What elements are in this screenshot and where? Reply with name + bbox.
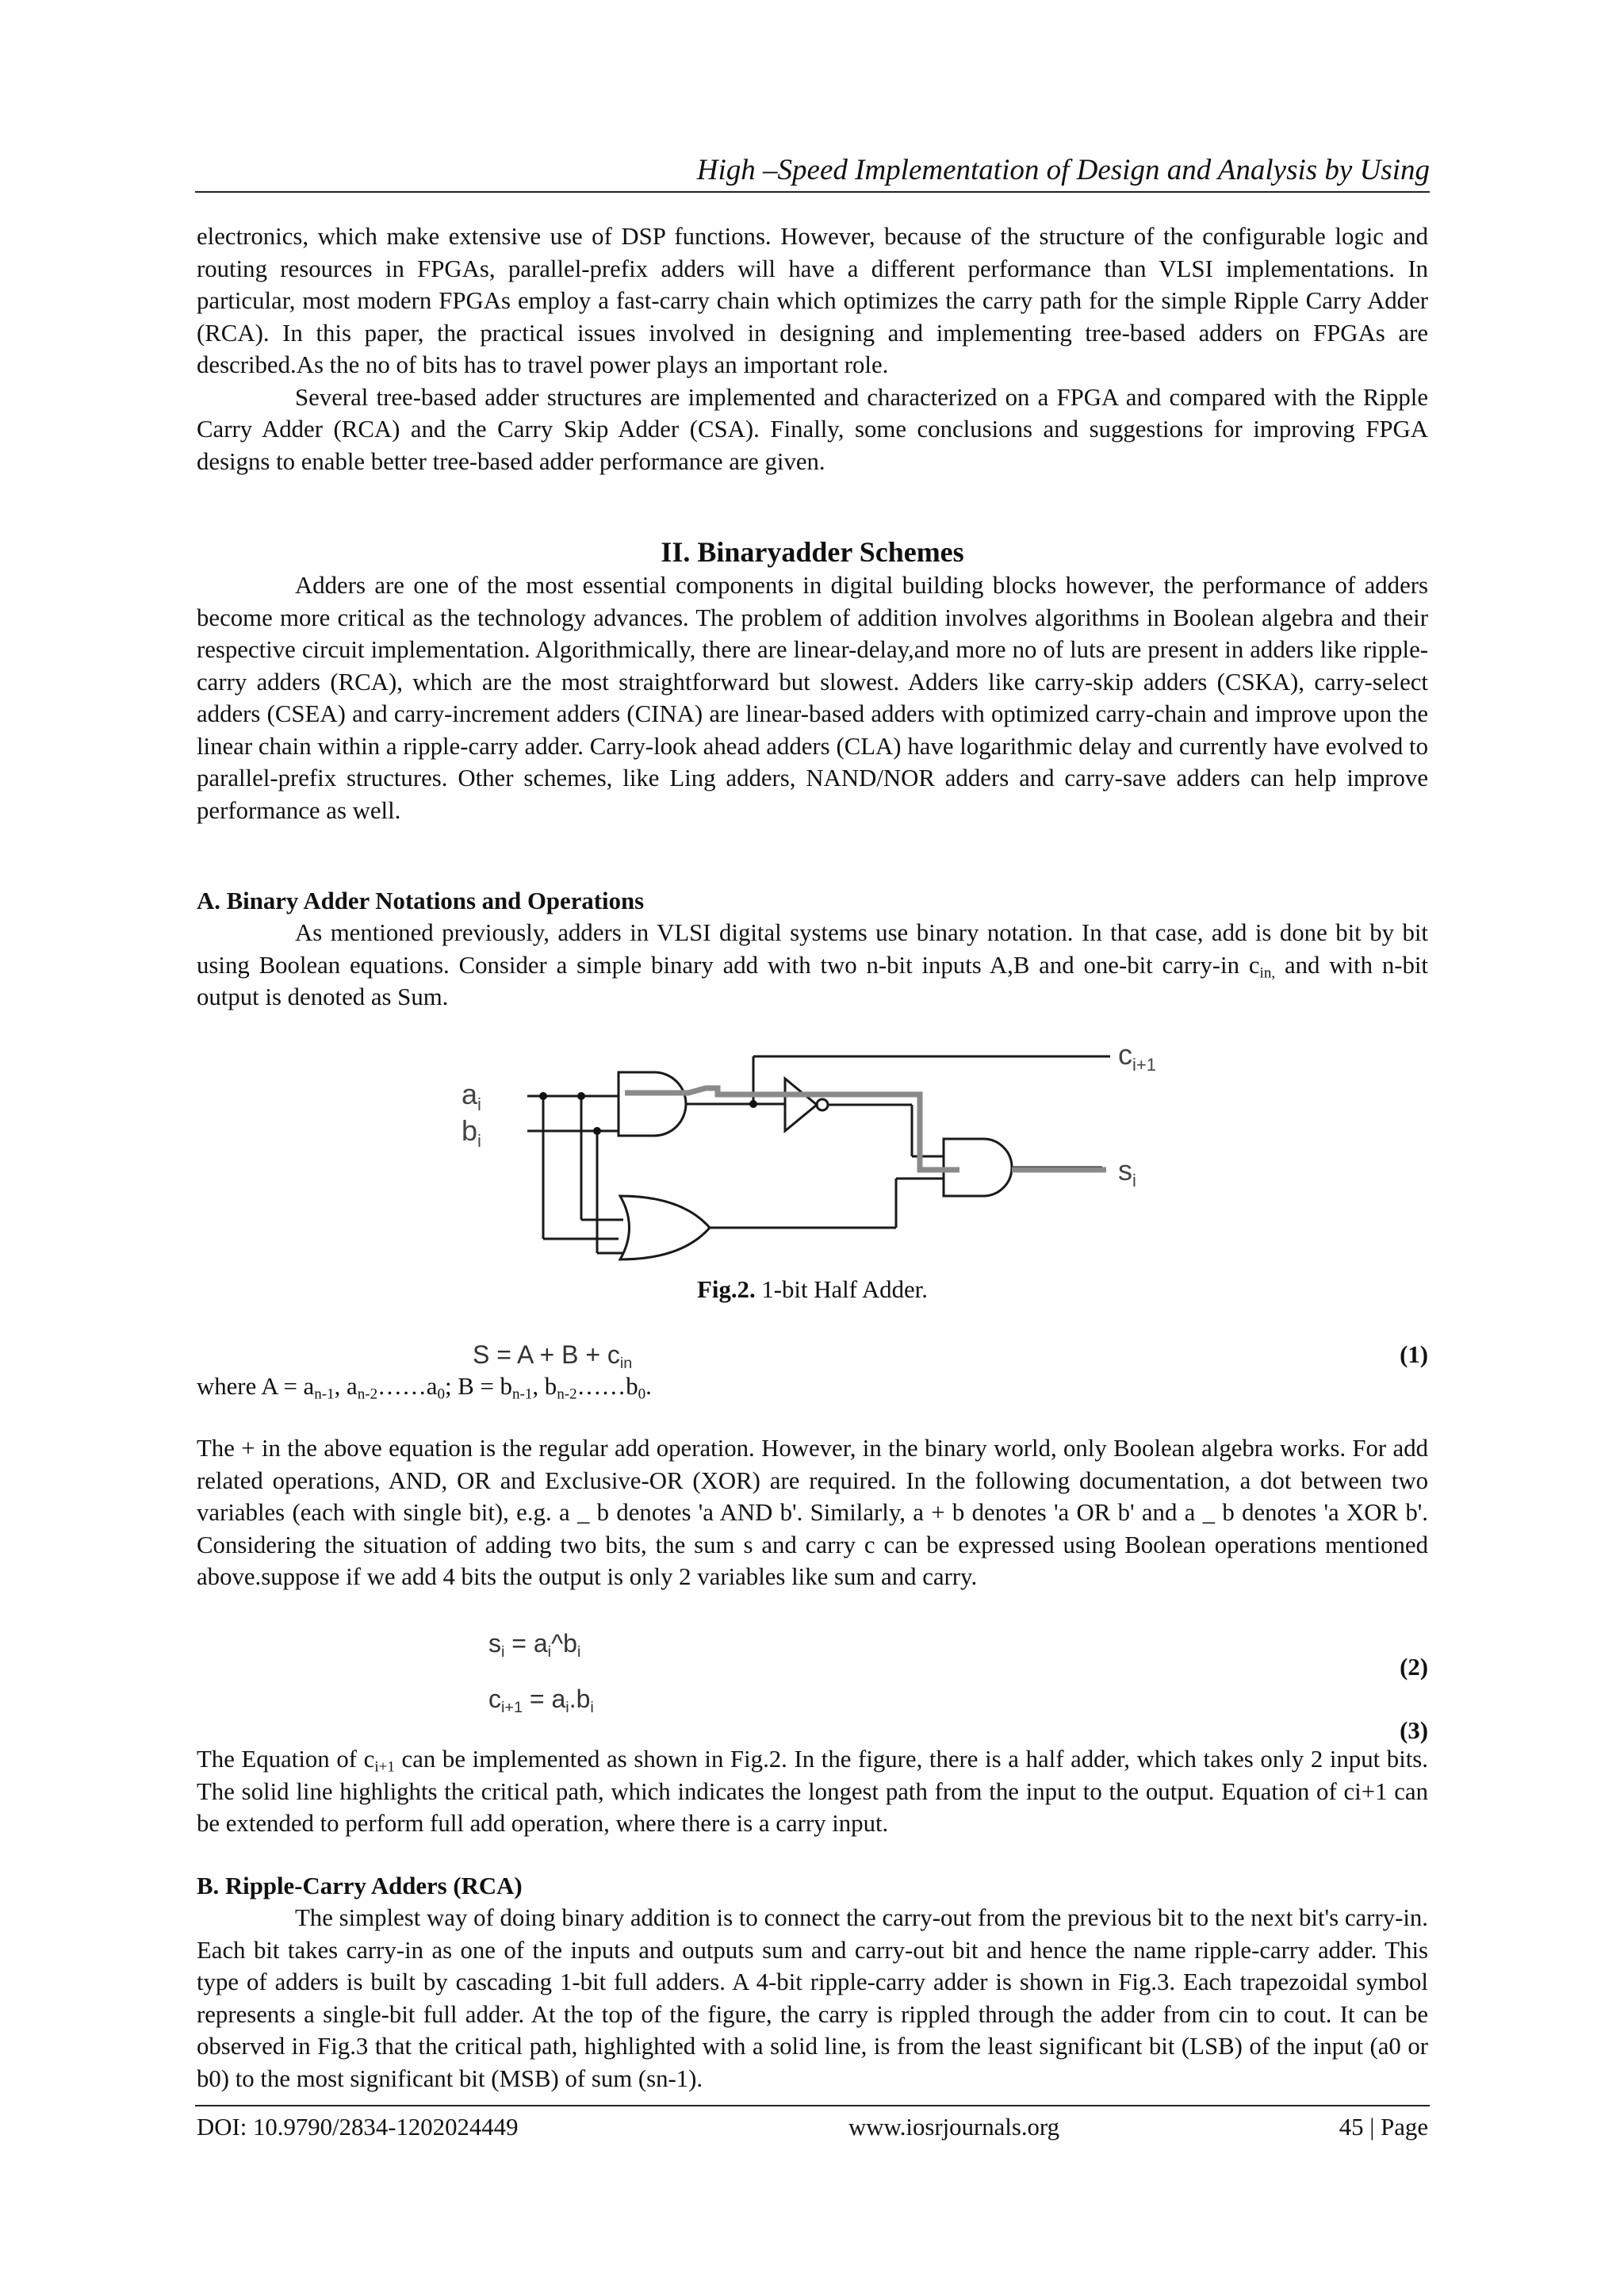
where-subscript: n-1 xyxy=(314,1386,335,1403)
where-text: , a xyxy=(334,1373,358,1400)
where-subscript: 0 xyxy=(638,1386,646,1403)
junction-dot xyxy=(539,1092,547,1100)
figure-caption: Fig.2. 1-bit Half Adder. xyxy=(697,1276,928,1303)
inverter-gate xyxy=(785,1079,817,1131)
intro-block xyxy=(197,220,1428,477)
section2-paragraph: Adders are one of the most essential components in digital building blocks however, the performance of adders become more critical as the technology advances. The problem of addition involves algorithms in Boolean algebra and their respective circuit implementation. Algorithmically, there are linear-delay,and more no of luts are present in adders like ripple-carry adders (RCA), which are the most straightforward but slowest. Adders like carry-skip adders (CSKA), carry-select adders (CSEA) and carry-increment adders (CINA) are linear-based adders with optimized carry-chain and improve upon the linear chain within a ripple-carry adder. Carry-look ahead adders (CLA) have logarithmic delay and currently have evolved to parallel-prefix structures. Other schemes, like Ling adders, NAND/NOR adders and carry-save adders can help improve performance as well. xyxy=(197,572,1428,824)
equation-2-number: (2) xyxy=(1400,1654,1428,1681)
subsection-b-block xyxy=(197,1902,1428,2095)
junction-dot xyxy=(593,1127,601,1135)
equation-3-number: (3) xyxy=(1400,1717,1428,1744)
footer-page-number: 45 | Page xyxy=(1339,2114,1428,2141)
critical-path-highlight xyxy=(625,1088,1106,1170)
intro-paragraph-1: electronics, which make extensive use of DSP functions. However, because of the structure of the configurable logic and routing resources in FPGAs, parallel-prefix adders will have a different performance than VLSI implementations. In particular, most modern FPGAs employ a fast-carry chain which optimizes the carry path for the simple Ripple Carry Adder (RCA). In this paper, the practical issues involved in designing and implementing tree-based adders on FPGAs are described.As the no of bits has to travel power plays an important role. xyxy=(197,223,1428,378)
section-heading: II. Binaryadder Schemes xyxy=(661,536,964,568)
subsection-a-paragraph: As mentioned previously, adders in VLSI digital systems use binary notation. In that case, add is done bit by bit using Boolean equations. Consider a simple binary add with two n-bit inputs A,B and one-bit carry-in $c_{in,}$ and with n-bit output is denoted as Sum. xyxy=(197,919,1428,1010)
header-rule xyxy=(195,191,1430,193)
where-subscript: n-2 xyxy=(357,1386,378,1403)
half-adder-figure xyxy=(444,1039,1189,1261)
where-subscript: n-1 xyxy=(511,1386,533,1403)
intro-paragraph-2: Several tree-based adder structures are implemented and characterized on a FPGA and compared with the Ripple Carry Adder (RCA) and the Carry Skip Adder (CSA). Finally, some conclusions and suggestions for improving FPGA designs to enable better tree-based adder performance are given. xyxy=(197,383,1428,475)
subsection-b-paragraph: The simplest way of doing binary addition is to connect the carry-out from the previous bit to the next bit's carry-in. Each bit takes carry-in as one of the inputs and outputs sum and carry-out bit and hence the name ripple-carry adder. This type of adders is built by cascading 1-bit full adders. A 4-bit ripple-carry adder is shown in Fig.3. Each trapezoidal symbol represents a single-bit full adder. At the top of the figure, the carry is rippled through the adder from cin to cout. It can be observed in Fig.3 that the critical path, highlighted with a solid line, is from the least significant bit (LSB) of the input (a0 or b0) to the most significant bit (MSB) of sum (sn-1). xyxy=(197,1904,1428,2092)
subsection-a-heading: A. Binary Adder Notations and Operations xyxy=(197,887,645,914)
section2-block xyxy=(197,569,1428,826)
equation-1: $S = A + B + c_{in}$ xyxy=(473,1340,633,1372)
and-gate-1 xyxy=(619,1072,686,1136)
where-text: . xyxy=(645,1373,652,1400)
subsection-b-heading: B. Ripple-Carry Adders (RCA) xyxy=(197,1872,523,1899)
label-carry-out: $c_{i+1}$ xyxy=(1118,1039,1156,1075)
label-a: $a_i$ xyxy=(462,1078,481,1114)
equation-paragraph: The Equation of $c_{i+1}$ can be implemented as shown in Fig.2. In the figure, there is a half adder, which takes only 2 input bits. The solid line highlights the critical path, which indicates the longest path from the input to the output. Equation of ci+1 can be extended to perform full add operation, where there is a carry input. xyxy=(197,1746,1428,1837)
where-text: ……b xyxy=(576,1373,638,1400)
where-subscript: n-2 xyxy=(557,1386,577,1403)
footer-website: www.iosrjournals.org xyxy=(848,2114,1060,2141)
equation-3: $c_{i+1} = a_i.b_i$ xyxy=(488,1685,594,1716)
junction-dot xyxy=(749,1100,757,1108)
equation-2: $s_i$ = $a_i\^{}b_i$ xyxy=(488,1629,581,1661)
subsection-a-block xyxy=(197,917,1428,1014)
boolean-paragraph: The + in the above equation is the regular add operation. However, in the binary world, only Boolean algebra works. For add related operations, AND, OR and Exclusive-OR (XOR) are required. In the following documentation, a dot between two variables (each with single bit), e.g. a _ b denotes 'a AND b'. Similarly, a + b denotes 'a OR b' and a _ b denotes 'a XOR b'. Considering the situation of adding two bits, the sum s and carry c can be expressed using Boolean operations mentioned above.suppose if we add 4 bits the output is only 2 variables like sum and carry. xyxy=(197,1435,1428,1590)
running-header: High –Speed Implementation of Design and Analysis by Using xyxy=(696,154,1430,186)
footer-rule xyxy=(195,2105,1430,2106)
label-b: $b_i$ xyxy=(462,1114,481,1151)
where-text: ……a xyxy=(377,1373,438,1400)
junction-dot xyxy=(577,1092,585,1100)
equation-paragraph-block xyxy=(197,1743,1428,1840)
boolean-block xyxy=(197,1432,1428,1593)
where-subscript: 0 xyxy=(437,1386,445,1403)
where-line xyxy=(197,1370,1428,1403)
where-text: , b xyxy=(532,1373,557,1400)
where-text: where A = a xyxy=(197,1373,315,1400)
footer-doi: DOI: 10.9790/2834-1202024449 xyxy=(197,2114,519,2141)
label-sum: $s_i$ xyxy=(1118,1154,1136,1190)
where-text: ; B = b xyxy=(444,1373,512,1400)
equation-1-number: (1) xyxy=(1400,1341,1428,1368)
or-gate xyxy=(620,1196,710,1259)
